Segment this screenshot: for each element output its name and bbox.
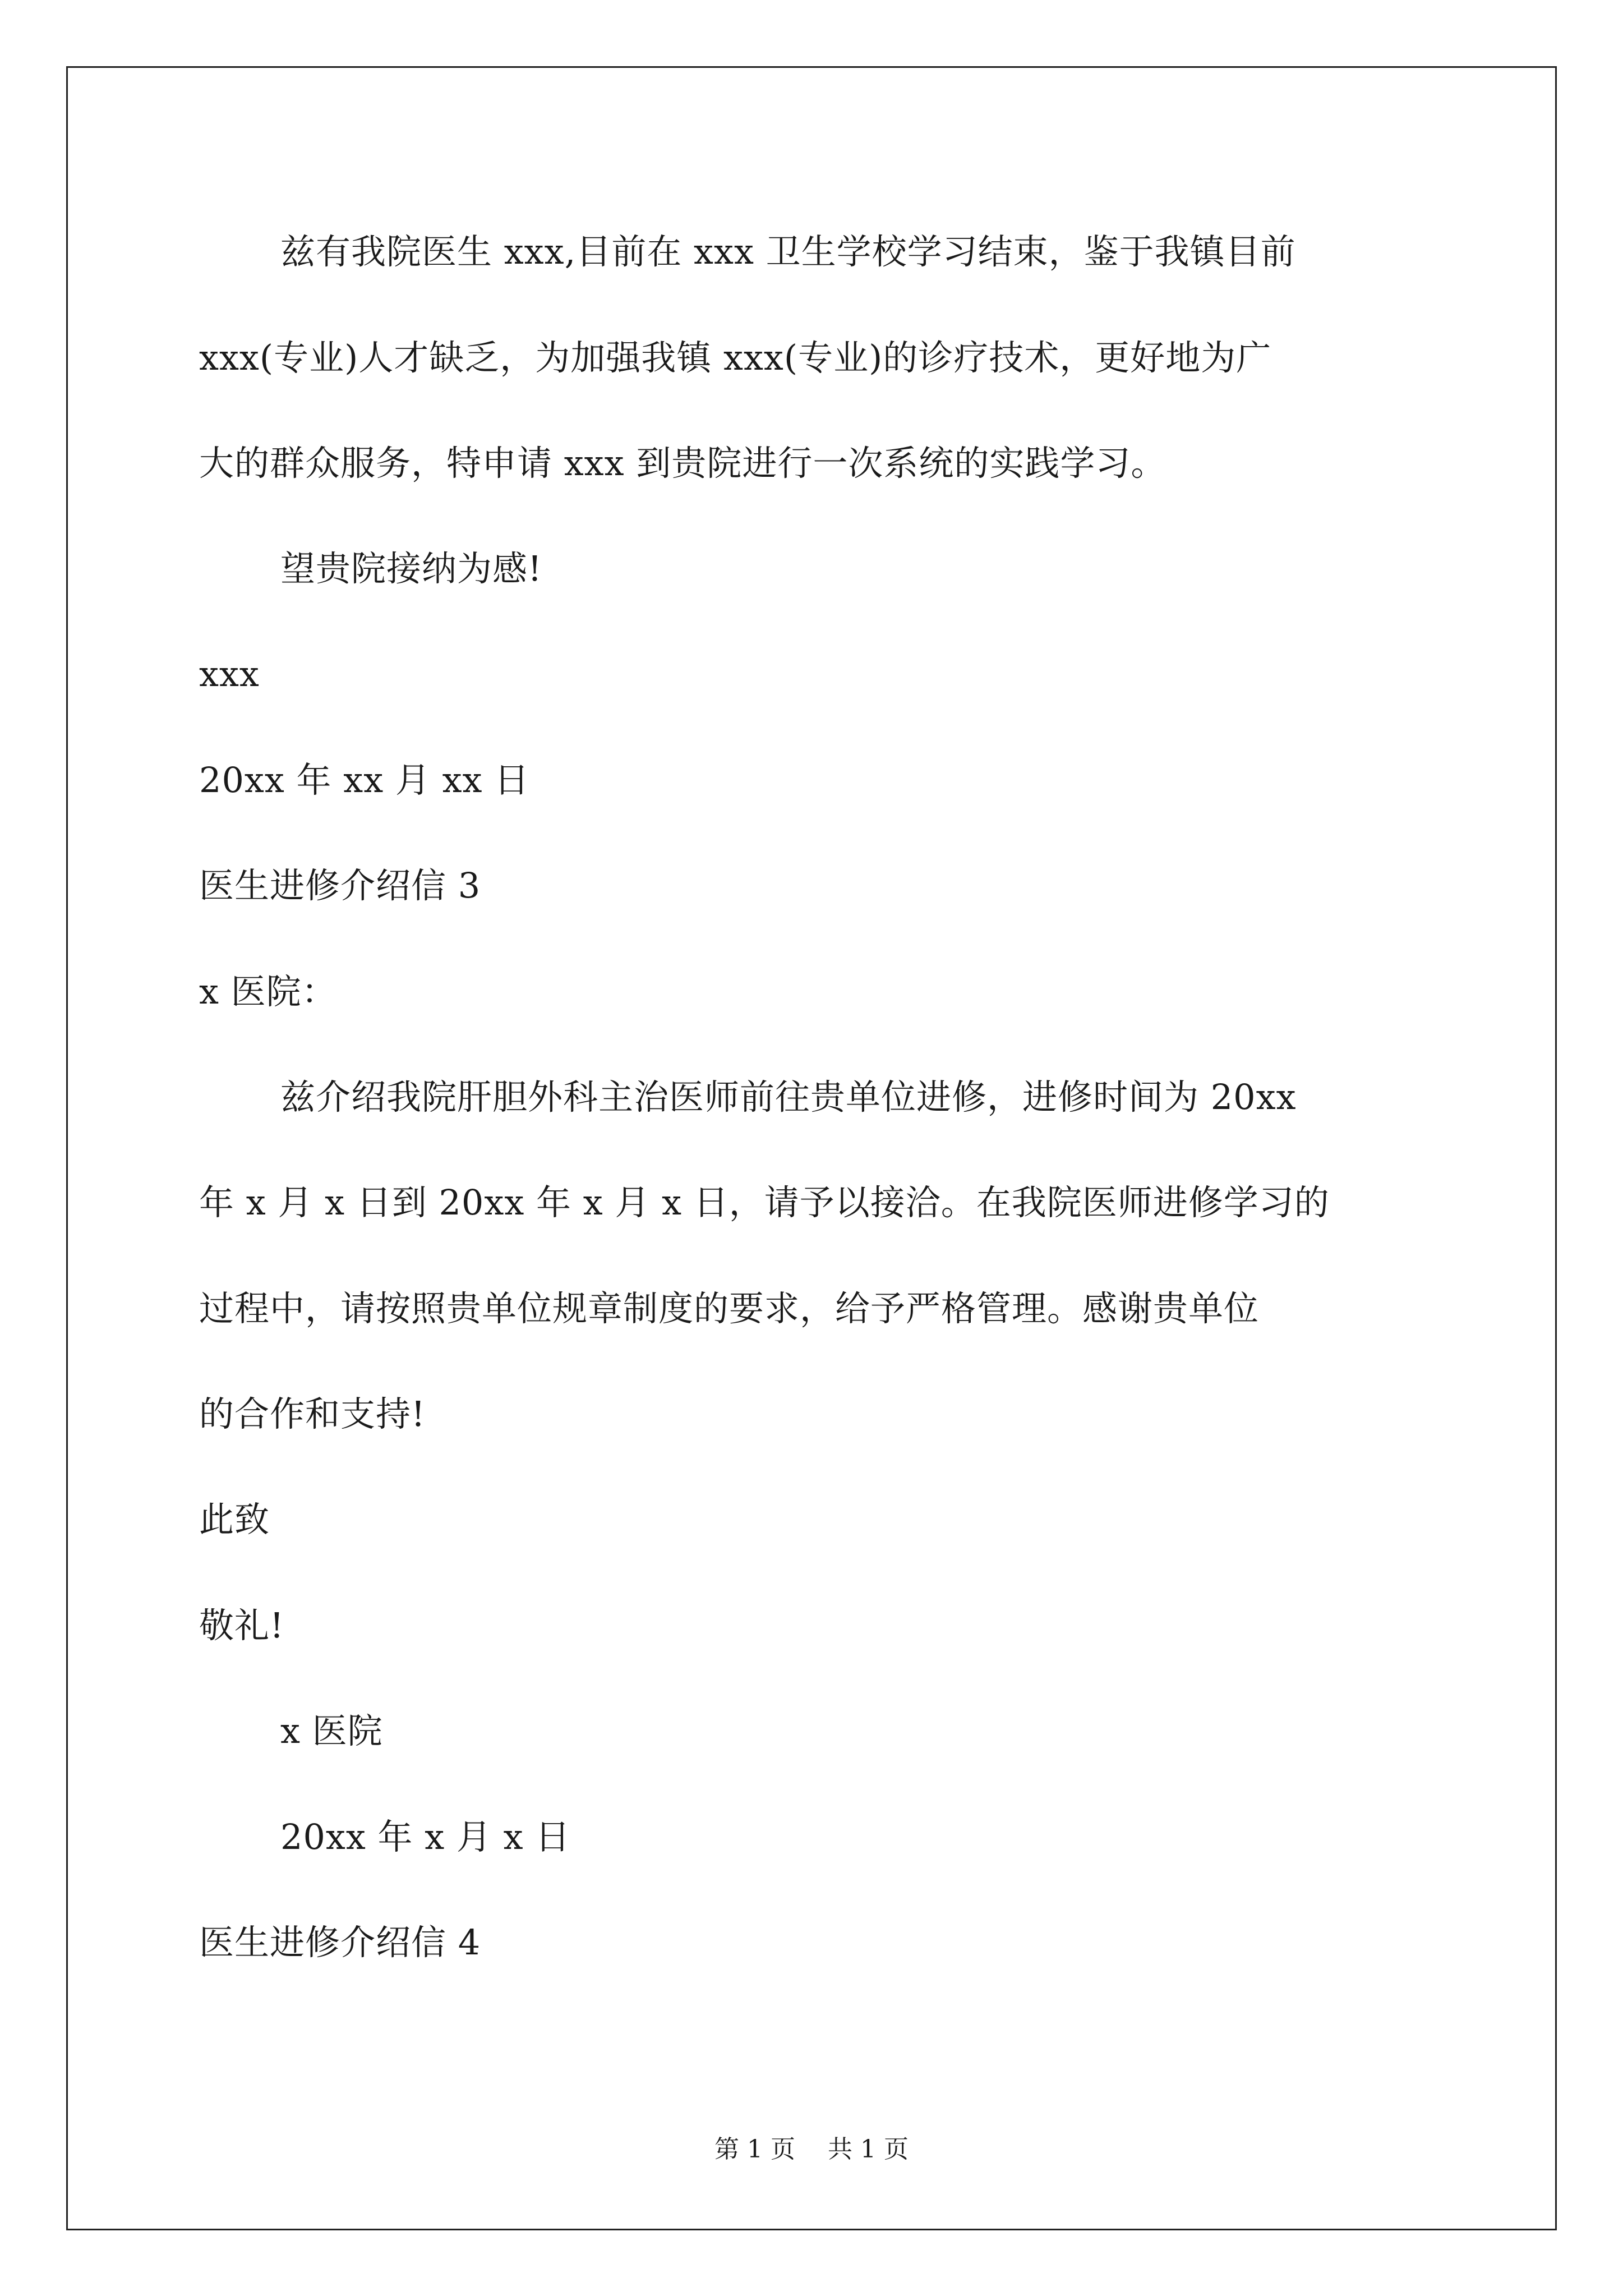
signature-name: xxx [199,654,260,694]
date-line: 20xx 年 xx 月 xx 日 [199,760,530,800]
paragraph-line: 的合作和支持! [199,1393,426,1434]
paragraph-line: 年 x 月 x 日到 20xx 年 x 月 x 日，请予以接洽。在我院医师进修学习的 [199,1182,1330,1223]
paragraph-line: 大的群众服务，特申请 xxx 到贵院进行一次系统的实践学习。 [199,443,1166,484]
closing-line: 此致 [199,1499,270,1540]
page-border [66,66,1557,2230]
paragraph-line: 兹介绍我院肝胆外科主治医师前往贵单位进修，进修时间为 20xx [280,1076,1297,1117]
paragraph-line: 望贵院接纳为感! [280,548,542,589]
signature-org: x 医院 [280,1710,383,1751]
section-title: 医生进修介绍信 4 [199,1922,481,1963]
paragraph-line: 过程中，请按照贵单位规章制度的要求，给予严格管理。感谢贵单位 [199,1288,1260,1329]
section-title: 医生进修介绍信 3 [199,865,481,906]
page-number-current: 第 1 页 [714,2135,795,2164]
paragraph-line: xxx(专业)人才缺乏，为加强我镇 xxx(专业)的诊疗技术，更好地为广 [199,337,1272,378]
closing-line: 敬礼! [199,1605,284,1646]
page-footer [0,2137,1623,2162]
date-line: 20xx 年 x 月 x 日 [280,1816,571,1857]
salutation: x 医院： [199,971,337,1012]
page-number-total: 共 1 页 [828,2135,909,2164]
paragraph-line: 兹有我院医生 xxx,目前在 xxx 卫生学校学习结束，鉴于我镇目前 [280,231,1296,272]
